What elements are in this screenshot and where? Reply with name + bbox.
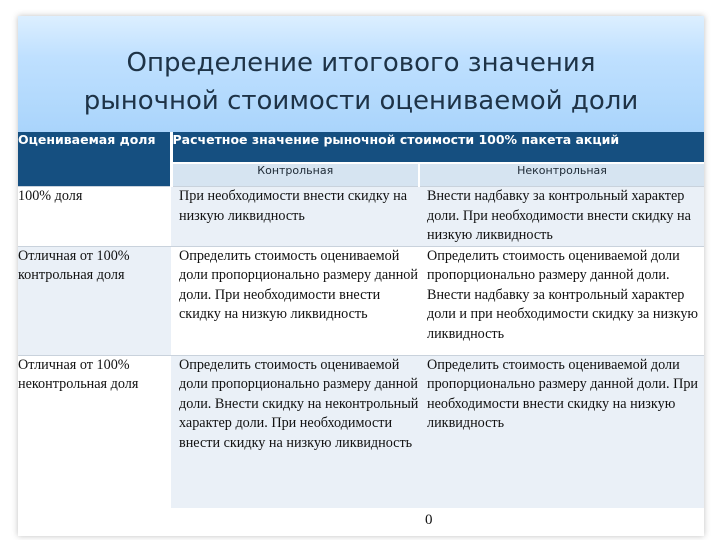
cell-control: Определить стоимость оцениваемой доли пропорционально размеру данной доли. При необходимости внести скидку на низкую ликвидность — [171, 246, 419, 355]
cell-control: Определить стоимость оцениваемой доли пропорционально размеру данной доли. Внести скидку на неконтрольный характер доли. При необходимости внести скидку на низкую ликвидность — [171, 355, 419, 508]
cell-share: 100% доля — [18, 187, 171, 247]
table-subheader-row — [18, 163, 704, 187]
table-row — [18, 187, 704, 247]
subheader-control: Контрольная — [171, 163, 419, 187]
header-share-spacer — [18, 163, 171, 187]
title-line-1: Определение итогового значения — [126, 48, 596, 78]
subheader-noncontrol: Неконтрольная — [419, 163, 704, 187]
cell-noncontrol: Определить стоимость оцениваемой доли пропорционально размеру данной доли. При необходимости внести скидку на низкую ликвидность — [419, 355, 704, 508]
title-line-2: рыночной стоимости оцениваемой доли — [83, 86, 639, 116]
header-calculated-value: Расчетное значение рыночной стоимости 100% пакета акций — [171, 132, 704, 163]
slide-number: 0 — [425, 512, 433, 528]
table-header-row — [18, 132, 704, 163]
slide-title — [18, 44, 704, 120]
table-row — [18, 355, 704, 508]
cell-share: Отличная от 100% контрольная доля — [18, 246, 171, 355]
cell-share: Отличная от 100% неконтрольная доля — [18, 355, 171, 508]
header-share: Оцениваемая доля — [18, 132, 171, 163]
cell-noncontrol: Внести надбавку за контрольный характер доли. При необходимости внести скидку на низкую ликвидность — [419, 187, 704, 247]
table-row — [18, 246, 704, 355]
cell-control: При необходимости внести скидку на низкую ликвидность — [171, 187, 419, 247]
valuation-table — [18, 132, 704, 508]
cell-noncontrol: Определить стоимость оцениваемой доли пропорционально размеру данной доли. Внести надбавку за контрольный характер доли и при необходимости скидку за низкую ликвидность — [419, 246, 704, 355]
